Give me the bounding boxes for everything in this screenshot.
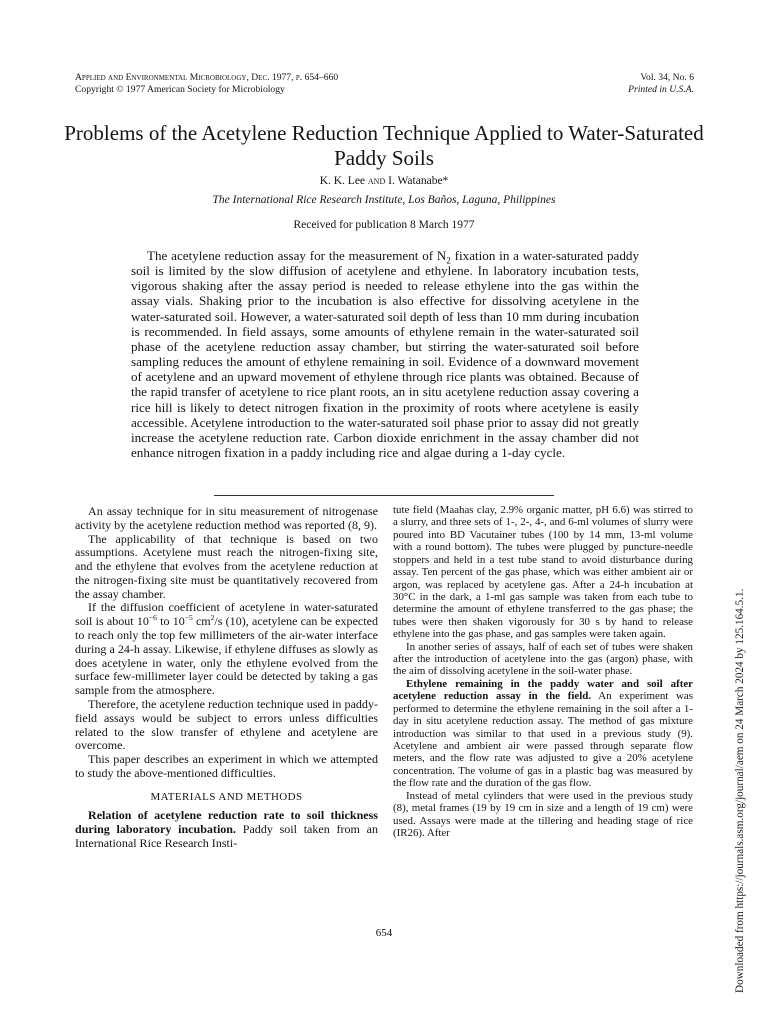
right-column (393, 504, 693, 839)
article-title: Problems of the Acetylene Reduction Technique Applied to Water-Saturated Paddy Soils (64, 121, 704, 170)
volume-info (628, 72, 694, 96)
section-heading: MATERIALS AND METHODS (150, 790, 303, 803)
copyright-line: Copyright © 1977 American Society for Microbiology (75, 84, 285, 95)
journal-citation: Applied and Environmental Microbiology, Dec. 1977, p. 654–660 (75, 72, 339, 83)
paragraph: In another series of assays, half of each set of tubes were shaken after the introduction of acetylene into the gas (argon) phase, with the aim of dissolving acetylene in the soil-water phase. (393, 640, 693, 678)
paragraph: If the diffusion coefficient of acetylene in water-saturated soil is about $10^{-6}$ to $10^{-5}$ $cm^2/s$ (10), acetylene can be expected to reach only the top few millimeters of the air-water interface during a 24-h assay. Likewise, if ethylene diffuses as slowly as does acetylene in water, only the ethylene evolved from the surface few-millimeter layer could be detected by taking a gas sample from the atmosphere. (75, 600, 378, 698)
volume-number: Vol. 34, No. 6 (640, 72, 694, 83)
paragraph: The applicability of that technique is based on two assumptions. Acetylene must reach the nitrogen-fixing site, and the ethylene that evolves from the acetylene reduction at the nitrogen-fixing site must be quantitatively recovered from the assay chamber. (75, 531, 378, 601)
author-line (0, 175, 768, 187)
printed-location: Printed in U.S.A. (628, 84, 694, 95)
paragraph: Therefore, the acetylene reduction technique used in paddy-field assays would be subject to errors unless difficulties related to the slow transfer of ethylene and acetylene are overcome. (75, 696, 378, 753)
download-notice: Downloaded from https://journals.asm.org/journal/aem on 24 March 2024 by 125.164.5.1. (734, 588, 746, 993)
left-column (75, 505, 378, 851)
divider-rule (214, 495, 554, 496)
subsection-heading: Relation of acetylene reduction rate to soil thickness during laboratory incubation. (75, 808, 378, 837)
paragraph: This paper describes an experiment in which we attempted to study the above-mentioned difficulties. (75, 752, 378, 780)
author-lee: K. K. Lee (319, 175, 366, 187)
paragraph: Ethylene remaining in the paddy water and soil after acetylene reduction assay in the field. An experiment was performed to determine the ethylene remaining in the soil after a 1-day in situ acetylene reduction assay. The method of gas mixture introduction was similar to that used in a previous study (9). Acetylene and ambient air were passed through separate flow meters, and the flow rate was adjusted to give a 20% acetylene concentration. The volume of gas in a plastic bag was measured by the flow rate and the duration of the gas flow. (393, 677, 693, 790)
paragraph: Relation of acetylene reduction rate to soil thickness during laboratory incubation. Paddy soil taken from an International Rice Research Insti- (75, 808, 378, 850)
abstract: The acetylene reduction assay for the measurement of $N_2$ fixation in a water-saturated paddy soil is limited by the slow diffusion of acetylene and ethylene. In laboratory incubation tests, vigorous shaking after the assay period is needed to release ethylene into the gas within the assay vials. Shaking prior to the incubation is also effective for dissolving acetylene in the water-saturated soil. However, a water-saturated soil depth of less than 10 mm during incubation is recommended. In field assays, some amounts of ethylene remain in the water-saturated soil phase of the acetylene reduction assay chamber, but stirring the water-saturated soil before sampling reduces the amount of ethylene remaining in soil. Evidence of a downward movement of acetylene and an upward movement of ethylene through rice plants was obtained. Because of the rapid transfer of acetylene to rice plant roots, an in situ acetylene reduction assay covering a rice hill is likely to detect nitrogen fixation in the proximity of roots where acetylene is easily accessible. Acetylene introduction to the water-saturated soil phase prior to assay did not greatly increase the acetylene reduction rate. Carbon dioxide enrichment in the assay chamber did not enhance nitrogen fixation in a paddy including rice and algae during a 1-day cycle. (131, 248, 639, 461)
subsection-heading: Ethylene remaining in the paddy water and soil after acetylene reduction assay in the field. (393, 677, 693, 703)
author-connector: and (367, 175, 386, 187)
journal-header (75, 72, 338, 96)
page-number: 654 (375, 927, 393, 939)
paragraph: tute field (Maahas clay, 2.9% organic matter, pH 6.6) was stirred to a slurry, and three sets of 1-, 2-, 4-, and 6-ml volumes of slurry were poured into BD Vacutainer tubes (100 by 14 mm, 13-ml volume with a round bottom). The tubes were plugged by puncture-needle stoppers and held in a test tube stand to avoid disturbance during assay. Ten percent of the gas phase, which was either ambient air or argon, was replaced by acetylene gas. After a 24-h incubation at 30°C in the dark, a 1-ml gas sample was taken from each tube to determine the amount of ethylene transferred to the gas phase; the tubes were then shaken vigorously for 30 s by hand to release ethylene into the gas phase, and gas samples were taken again. (393, 504, 693, 641)
paragraph: An assay technique for in situ measurement of nitrogenase activity by the acetylene reduction method was reported (8, 9). (75, 504, 378, 532)
author-watanabe: I. Watanabe* (388, 175, 449, 187)
paragraph: Instead of metal cylinders that were used in the previous study (8), metal frames (19 by 19 cm in size and a length of 19 cm) were used. Assays were made at the tillering and heading stage of rice (IR26). After (393, 789, 693, 839)
affiliation: The International Rice Research Institute, Los Baños, Laguna, Philippines (212, 194, 556, 206)
received-date: Received for publication 8 March 1977 (293, 219, 475, 231)
